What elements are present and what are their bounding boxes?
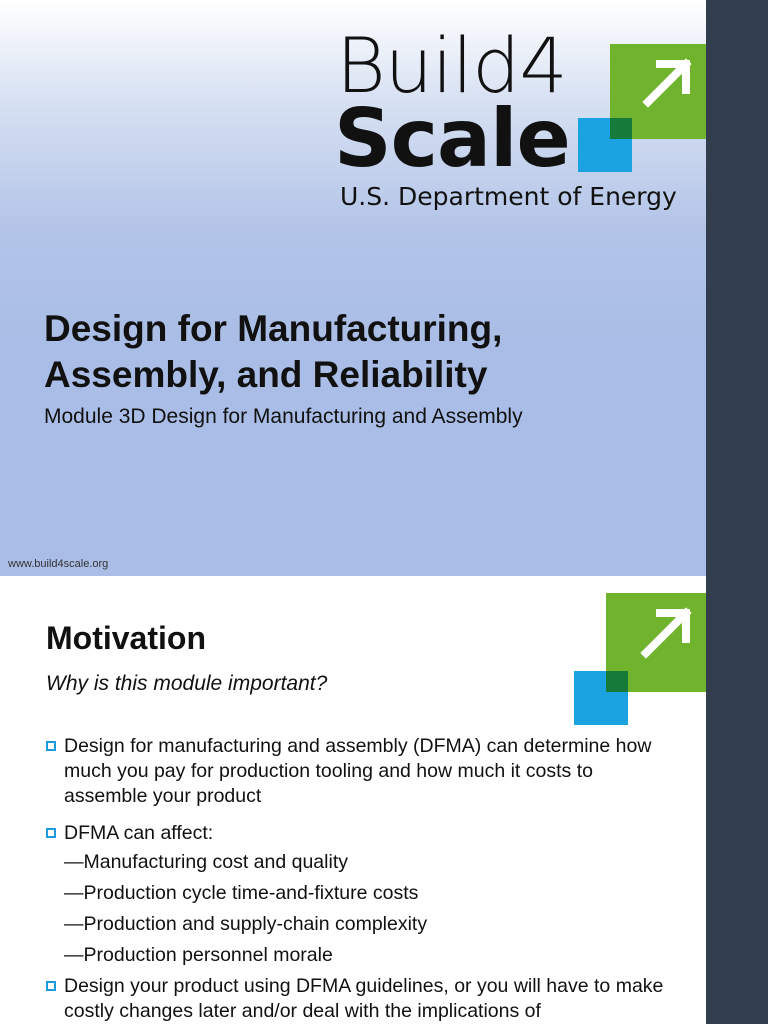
logo-text-department-of-energy: U.S. Department of Energy (340, 182, 677, 211)
sub-bullet-item: —Production cycle time-and-fixture costs (64, 882, 419, 904)
sub-bullet-item: —Manufacturing cost and quality (64, 851, 348, 873)
website-url: www.build4scale.org (8, 558, 109, 570)
square-bullet-icon (46, 828, 56, 838)
sub-bullet-list (46, 850, 676, 968)
slide-heading: Motivation (46, 620, 206, 656)
slide-tagline: Why is this module important? (46, 672, 328, 695)
square-bullet-icon (46, 741, 56, 751)
slide-title: Design for Manufacturing, Assembly, and Reliability (44, 308, 503, 395)
bullet-text: DFMA can affect: (64, 822, 214, 844)
square-bullet-icon (46, 981, 56, 991)
slide-subtitle: Module 3D Design for Manufacturing and Assembly (44, 405, 523, 428)
dark-sidebar-panel (706, 0, 768, 1024)
sub-bullet-item: —Production and supply-chain complexity (64, 913, 428, 935)
motivation-slide (0, 576, 706, 1024)
logo-text-build4: Build4 (336, 21, 567, 110)
bullet-item (46, 821, 676, 846)
sub-bullet-item: —Production personnel morale (64, 944, 333, 966)
bullet-item (46, 974, 676, 1024)
bullet-list (46, 734, 676, 1024)
build4scale-arrow-logo-icon (574, 593, 706, 725)
build4scale-arrow-logo-icon (578, 44, 706, 172)
bullet-text: Design for manufacturing and assembly (DFMA) can determine how much you pay for production tooling and how much it costs to assemble your product (64, 735, 652, 807)
bullet-text: Design your product using DFMA guidelines, or you will have to make costly changes later and/or deal with the implications of (64, 975, 664, 1022)
bullet-item (46, 734, 676, 809)
logo-text-scale: Scale (334, 92, 570, 185)
